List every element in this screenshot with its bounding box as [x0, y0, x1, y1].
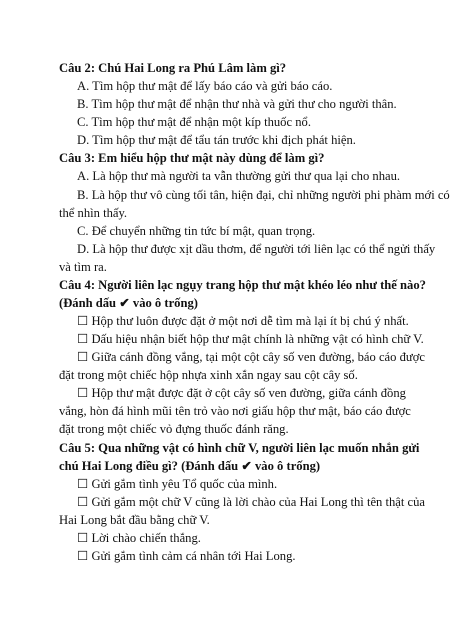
question-2-option-a: A. Tìm hộp thư mật để lấy báo cáo và gửi báo cáo.	[77, 79, 333, 94]
question-4-option-1: ☐ Hộp thư luôn được đặt ở một nơi dễ tìm mà lại ít bị chú ý nhất.	[77, 314, 409, 329]
question-2-option-c: C. Tìm hộp thư mật để nhận một kíp thuốc nổ.	[77, 115, 311, 130]
question-2-title: Câu 2: Chú Hai Long ra Phú Lâm làm gì?	[59, 61, 287, 75]
question-3-option-d-cont: và tìm ra.	[59, 259, 107, 274]
question-5-option-2-cont: Hai Long bắt đầu bằng chữ V.	[59, 512, 210, 527]
question-3-title: Câu 3: Em hiểu hộp thư mật này dùng để làm gì?	[59, 151, 325, 166]
question-5-instruction: chú Hai Long điều gì? (Đánh dấu ✔ vào ô trống)	[59, 458, 321, 473]
question-4-title: Câu 4: Người liên lạc ngụy trang hộp thư mật khéo léo như thế nào?	[59, 277, 426, 292]
question-3-option-b: B. Là hộp thư vô cùng tối tân, hiện đại, chỉ những người phi phàm mới có	[77, 187, 450, 202]
question-4-instruction: (Đánh dấu ✔ vào ô trống)	[59, 295, 198, 310]
question-3-option-d: D. Là hộp thư được xịt dầu thơm, để người tới liên lạc có thể ngửi thấy	[77, 241, 436, 256]
question-5-option-1: ☐ Gửi gắm tình yêu Tổ quốc của mình.	[77, 476, 278, 491]
question-4-option-4-cont-1: vắng, hòn đá hình mũi tên trỏ vào nơi giấu hộp thư mật, báo cáo được	[59, 404, 411, 419]
question-3-option-b-cont: thể nhìn thấy.	[59, 205, 128, 220]
question-4-option-2: ☐ Dấu hiệu nhận biết hộp thư mật chính là những vật có hình chữ V.	[77, 332, 424, 347]
question-4-option-4-cont-2: đặt trong một chiếc vỏ đựng thuốc đánh răng.	[59, 422, 289, 437]
question-4-option-3: ☐ Giữa cánh đồng vắng, tại một cột cây số ven đường, báo cáo được	[77, 350, 425, 365]
question-5-option-3: ☐ Lời chào chiến thắng.	[77, 530, 201, 545]
question-4-option-3-cont: đặt trong một chiếc hộp nhựa xinh xắn ngay sau cột cây số.	[59, 368, 358, 383]
question-3-option-a: A. Là hộp thư mà người ta vẫn thường gửi thư qua lại cho nhau.	[77, 169, 401, 184]
question-2-option-d: D. Tìm hộp thư mật để tẩu tán trước khi địch phát hiện.	[77, 133, 356, 148]
question-5-option-2: ☐ Gửi gắm một chữ V cũng là lời chào của Hai Long thì tên thật của	[77, 494, 425, 509]
question-5-title: Câu 5: Qua những vật có hình chữ V, người liên lạc muốn nhắn gửi	[59, 440, 420, 455]
question-3-option-c: C. Để chuyển những tin tức bí mật, quan trọng.	[77, 223, 316, 238]
question-4-option-4: ☐ Hộp thư mật được đặt ở cột cây số ven đường, giữa cánh đồng	[77, 386, 406, 401]
question-5-option-4: ☐ Gửi gắm tình cảm cá nhân tới Hai Long.	[77, 549, 296, 563]
question-2-option-b: B. Tìm hộp thư mật để nhận thư nhà và gửi thư cho người thân.	[77, 97, 397, 112]
